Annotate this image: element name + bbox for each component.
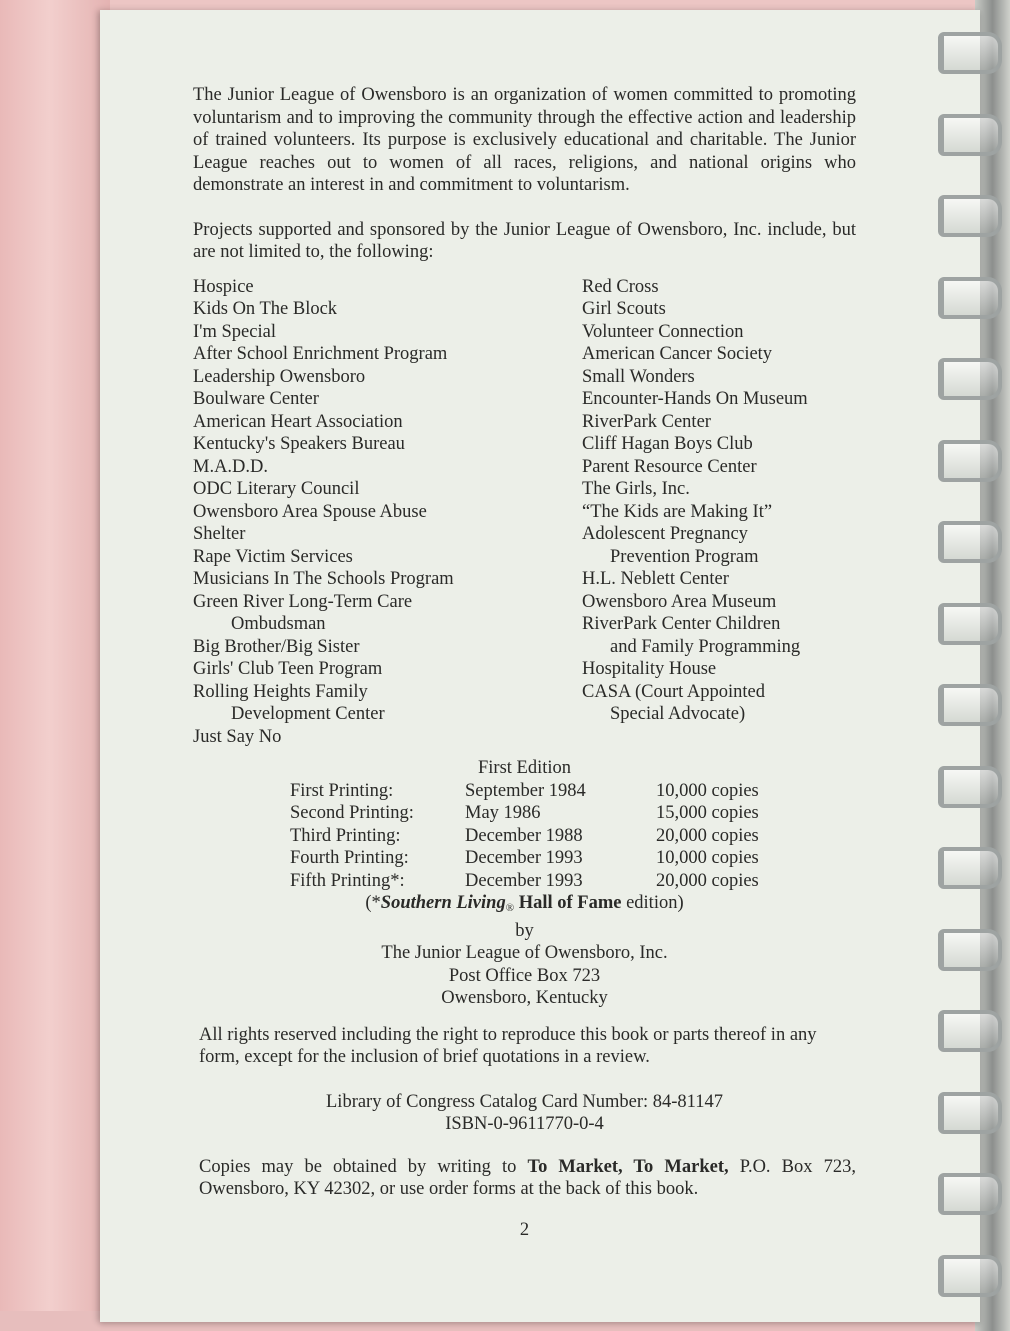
projects-list: [193, 276, 856, 749]
printing-label: Fourth Printing:: [290, 848, 409, 868]
project-item: Green River Long-Term Care: [193, 591, 413, 612]
spiral-coil: [938, 929, 1002, 971]
spiral-coil: [938, 603, 1002, 645]
spiral-coil: [938, 114, 1002, 156]
printing-date: September 1984: [465, 780, 586, 801]
project-item: Encounter-Hands On Museum: [582, 389, 808, 409]
project-item: Prevention Program: [610, 546, 759, 567]
project-item: Girl Scouts: [582, 299, 666, 319]
spiral-coil: [938, 32, 1002, 74]
project-item: Volunteer Connection: [582, 321, 744, 342]
lccn: Library of Congress Catalog Card Number: 84-81147: [326, 1091, 723, 1112]
project-item: “The Kids are Making It”: [582, 501, 773, 522]
project-item: Girls' Club Teen Program: [193, 659, 383, 679]
book-title: To Market, To Market,: [527, 1156, 729, 1177]
hall-of-fame-label: Hall of Fame: [514, 893, 622, 913]
project-item: and Family Programming: [610, 636, 801, 657]
ordering-info: Copies may be obtained by writing to To Market, To Market, P.O. Box 723, Owensboro, KY 42302, or use order forms at the back of this book.: [199, 1156, 856, 1199]
spiral-coil: [938, 521, 1002, 563]
printing-copies: 15,000 copies: [656, 803, 759, 823]
book-cover-edge: [0, 0, 110, 1331]
projects-intro: Projects supported and sponsored by the Junior League of Owensboro, Inc. include, but are not limited to, the following:: [193, 219, 856, 262]
printing-row: [290, 802, 759, 825]
project-item: I'm Special: [193, 321, 276, 342]
project-item: Big Brother/Big Sister: [193, 636, 360, 657]
printing-row: [290, 847, 759, 870]
spiral-coil: [938, 358, 1002, 400]
spiral-coil: [938, 766, 1002, 808]
edition-title: First Edition: [477, 758, 572, 778]
printing-row: [290, 780, 759, 803]
project-item: ODC Literary Council: [193, 479, 360, 499]
printing-label: First Printing:: [290, 780, 394, 801]
project-item: Hospice: [193, 276, 254, 297]
project-item: Small Wonders: [582, 366, 695, 387]
project-item: American Cancer Society: [582, 344, 773, 364]
printing-row: [290, 870, 759, 893]
registered-mark: ®: [505, 902, 515, 914]
isbn: ISBN-0-9611770-0-4: [445, 1114, 604, 1134]
spiral-coil: [938, 277, 1002, 319]
project-item: H.L. Neblett Center: [582, 569, 729, 589]
printing-label: Third Printing:: [290, 825, 401, 846]
project-item: After School Enrichment Program: [193, 344, 448, 364]
project-item: Hospitality House: [582, 659, 717, 679]
project-item: CASA (Court Appointed: [582, 681, 765, 702]
printing-row: [290, 825, 759, 848]
hall-of-fame-note: (*Southern Living® Hall of Fame edition): [365, 893, 684, 914]
project-item: Ombudsman: [231, 614, 326, 634]
spiral-coil: [938, 684, 1002, 726]
project-item: M.A.D.D.: [193, 456, 269, 477]
project-item: Leadership Owensboro: [193, 366, 366, 387]
project-item: American Heart Association: [193, 411, 403, 432]
southern-living-title: Southern Living: [380, 893, 506, 913]
printing-history: [290, 780, 759, 893]
project-item: Owensboro Area Spouse Abuse: [193, 501, 427, 522]
project-item: Special Advocate): [610, 704, 746, 724]
project-item: Red Cross: [582, 276, 659, 297]
project-item: Cliff Hagan Boys Club: [582, 434, 753, 454]
printing-copies: 10,000 copies: [656, 780, 759, 801]
spiral-coil: [938, 847, 1002, 889]
project-item: Owensboro Area Museum: [582, 591, 777, 612]
page-content: [193, 84, 856, 1242]
spiral-coil: [938, 1255, 1002, 1297]
publisher-city: Owensboro, Kentucky: [441, 988, 608, 1008]
printing-label: Fifth Printing*:: [290, 870, 405, 891]
projects-left-column: [193, 276, 582, 749]
project-item: Adolescent Pregnancy: [582, 524, 748, 544]
project-item: Rape Victim Services: [193, 546, 353, 567]
printing-copies: 10,000 copies: [656, 848, 759, 868]
projects-right-column: [582, 276, 856, 749]
spiral-coil: [938, 1092, 1002, 1134]
printing-copies: 20,000 copies: [656, 825, 759, 846]
project-item: Kentucky's Speakers Bureau: [193, 434, 405, 454]
printing-date: December 1988: [465, 825, 583, 846]
page-number: 2: [519, 1220, 530, 1240]
project-item: Development Center: [231, 704, 385, 724]
spiral-coil: [938, 1173, 1002, 1215]
project-item: The Girls, Inc.: [582, 479, 690, 499]
printing-date: December 1993: [465, 870, 583, 891]
project-item: RiverPark Center: [582, 411, 711, 432]
rights-notice: All rights reserved including the right to reproduce this book or parts thereof in any form, except for the inclusion of brief quotations in a review.: [199, 1024, 817, 1067]
publisher-name: The Junior League of Owensboro, Inc.: [381, 943, 668, 963]
spiral-coil: [938, 440, 1002, 482]
by-line: by: [515, 920, 534, 941]
printing-date: December 1993: [465, 848, 583, 868]
printing-label: Second Printing:: [290, 803, 414, 823]
intro-paragraph: The Junior League of Owensboro is an organization of women committed to promoting voluntarism and to improving the community through the effective action and leadership of trained volunteers. Its purpose is exclusively educational and charitable. The Junior League reaches out to women of all races, religions, and national origins who demonstrate an interest in and commitment to voluntarism.: [193, 85, 856, 195]
spiral-coil: [938, 1010, 1002, 1052]
project-item: Parent Resource Center: [582, 456, 757, 477]
project-item: Boulware Center: [193, 389, 319, 409]
project-item: Rolling Heights Family: [193, 681, 368, 702]
printing-date: May 1986: [465, 803, 541, 823]
spiral-coil: [938, 195, 1002, 237]
project-item: Just Say No: [193, 726, 282, 747]
project-item: Shelter: [193, 524, 246, 544]
project-item: Kids On The Block: [193, 299, 338, 319]
publisher-po-box: Post Office Box 723: [448, 965, 601, 986]
printing-copies: 20,000 copies: [656, 870, 759, 891]
project-item: Musicians In The Schools Program: [193, 569, 454, 589]
project-item: RiverPark Center Children: [582, 614, 781, 634]
